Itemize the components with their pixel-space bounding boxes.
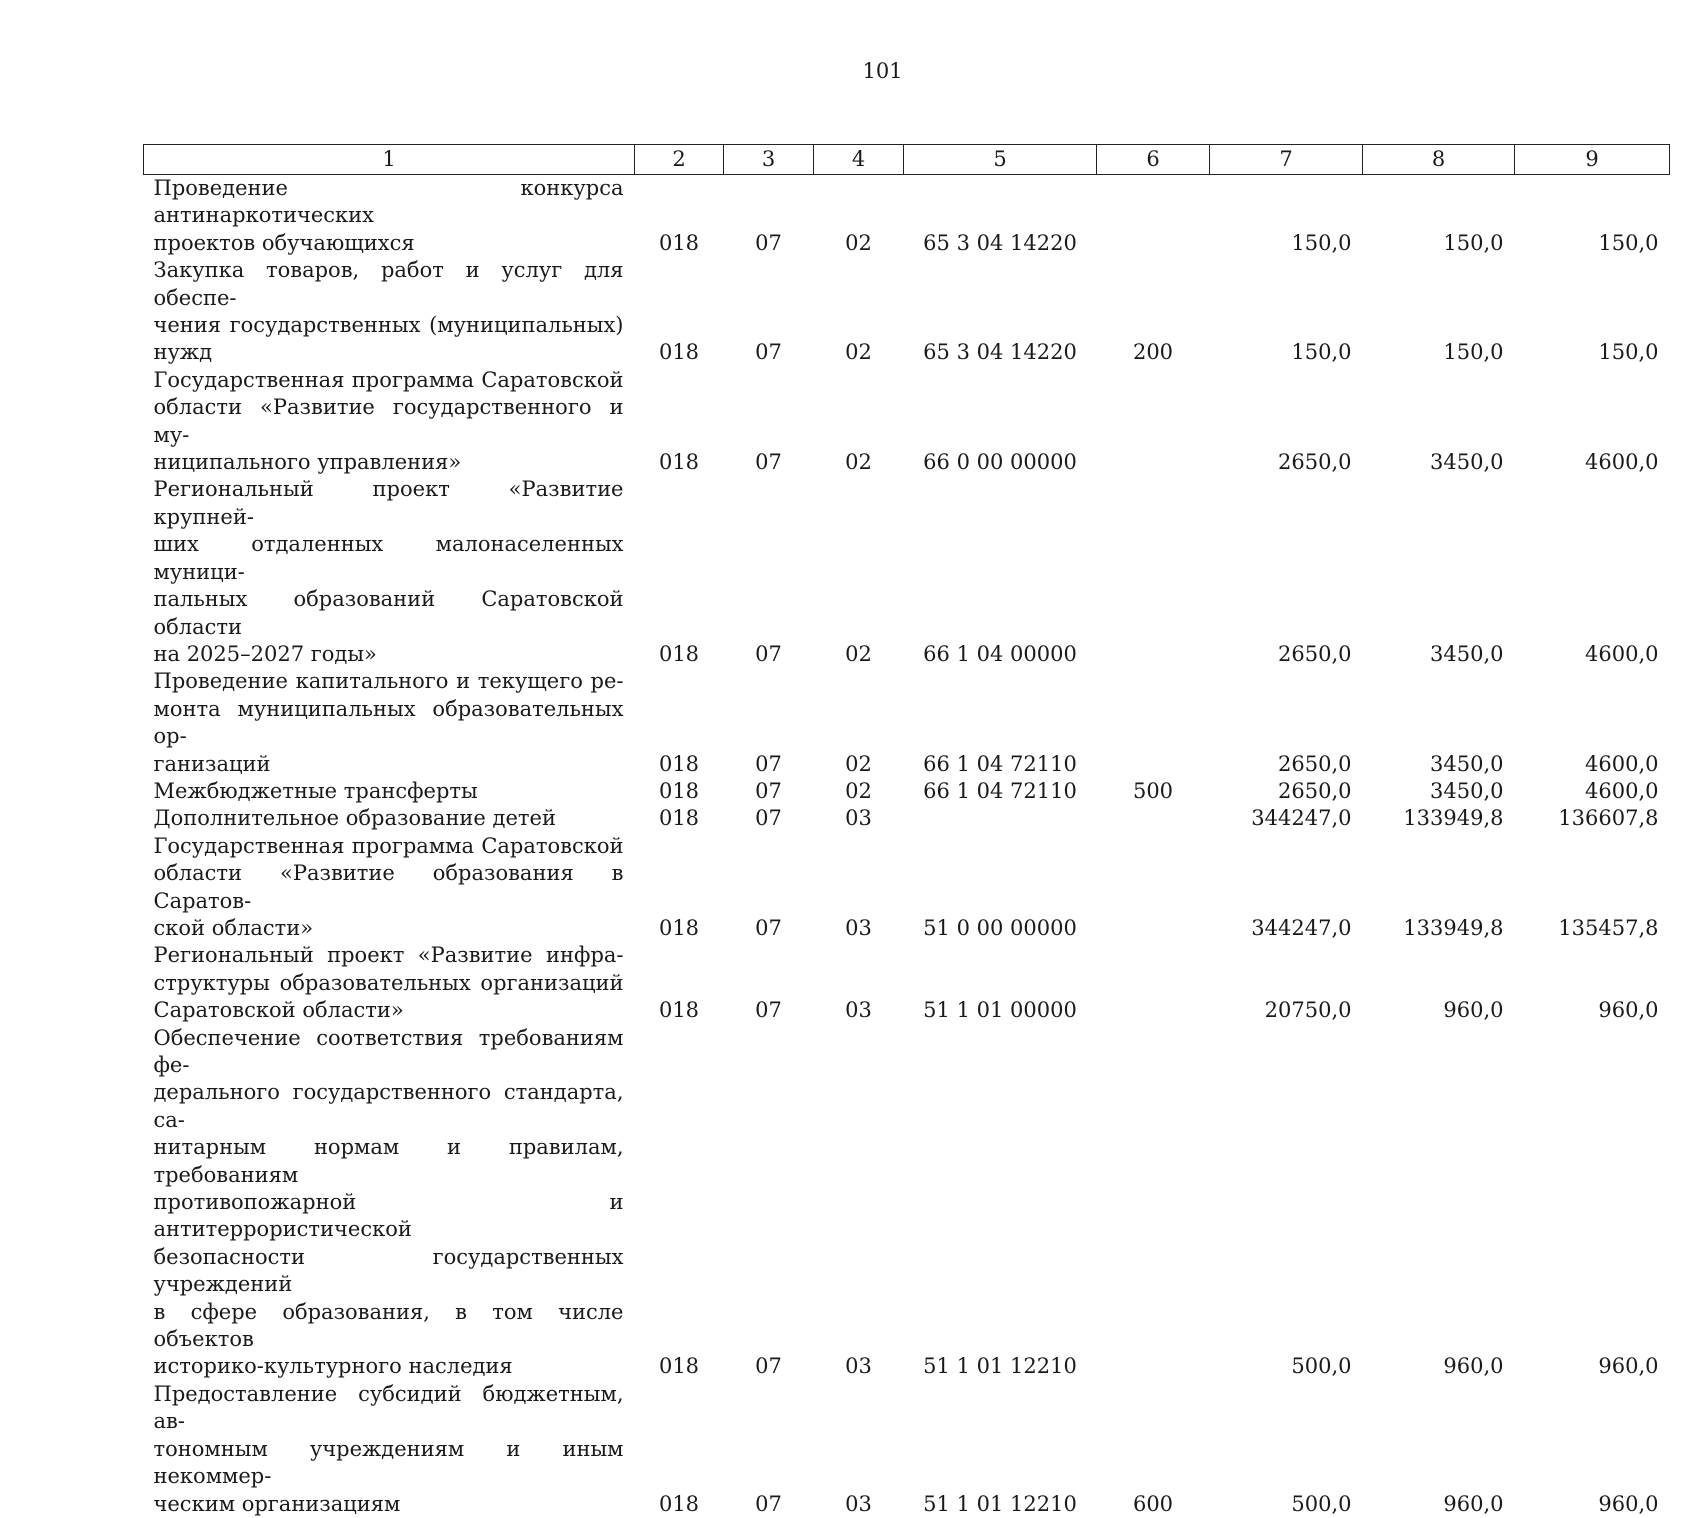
header-cell: 2 <box>635 145 724 175</box>
cell-amount-col9: 150,0 <box>1598 340 1659 365</box>
item-name-line: ших отдаленных малонаселенных муници- <box>153 532 624 584</box>
cell-section: 07 <box>755 1354 782 1379</box>
cell-section: 07 <box>755 450 782 475</box>
item-name-line: монта муниципальных образовательных ор- <box>153 696 624 749</box>
table-body <box>144 175 1670 1518</box>
cell-expense-type <box>1097 476 1210 668</box>
item-name-line: Саратовской области» <box>153 998 404 1023</box>
cell-target-article <box>904 805 1097 832</box>
cell-amount-col7: 344247,0 <box>1251 806 1352 831</box>
item-name-line: Межбюджетные трансферты <box>153 778 478 803</box>
cell-admin-code: 018 <box>658 340 700 365</box>
item-name-line: нужд <box>153 340 213 365</box>
cell-target-article: 51 1 01 12210 <box>923 1491 1077 1516</box>
cell-amount-col9: 960,0 <box>1598 1354 1659 1379</box>
cell-amount-col7: 20750,0 <box>1264 998 1352 1023</box>
cell-amount-col7: 150,0 <box>1291 230 1352 255</box>
item-name-line: Дополнительное образование детей <box>153 806 556 831</box>
cell-subsection: 02 <box>845 641 872 666</box>
cell-target-article: 65 3 04 14220 <box>923 230 1077 255</box>
table-row <box>144 476 1670 668</box>
cell-admin-code: 018 <box>658 1491 700 1516</box>
cell-admin-code: 018 <box>658 806 700 831</box>
table-row <box>144 668 1670 778</box>
cell-amount-col9: 960,0 <box>1598 998 1659 1023</box>
cell-expense-type <box>1097 942 1210 1024</box>
item-name-line: Обеспечение соответствия требованиям фе- <box>153 1025 624 1077</box>
item-name-line: тономным учреждениям и иным некоммер- <box>153 1436 624 1489</box>
cell-expense-type <box>1097 668 1210 778</box>
table-row <box>144 367 1670 477</box>
cell-item-name <box>144 942 635 1024</box>
cell-amount-col9: 4600,0 <box>1585 751 1659 776</box>
cell-amount-col7: 500,0 <box>1291 1354 1352 1379</box>
item-name-line: Закупка товаров, работ и услуг для обеспе- <box>153 258 624 310</box>
item-name-line: Региональный проект «Развитие инфра- <box>153 943 624 968</box>
item-name-line: области «Развитие образования в Саратов- <box>153 861 624 913</box>
cell-section: 07 <box>755 1491 782 1516</box>
cell-amount-col7: 150,0 <box>1291 340 1352 365</box>
cell-amount-col8: 133949,8 <box>1403 915 1504 940</box>
header-cell: 4 <box>814 145 904 175</box>
cell-section: 07 <box>755 915 782 940</box>
cell-amount-col8: 3450,0 <box>1430 450 1504 475</box>
cell-target-article: 66 1 04 72110 <box>923 778 1077 803</box>
cell-item-name <box>144 833 635 943</box>
item-name-line: ганизаций <box>153 751 271 776</box>
cell-section: 07 <box>755 778 782 803</box>
cell-expense-type: 200 <box>1132 340 1174 365</box>
cell-amount-col9: 4600,0 <box>1585 450 1659 475</box>
cell-amount-col7: 2650,0 <box>1278 641 1352 666</box>
cell-expense-type: 600 <box>1132 1491 1174 1516</box>
cell-admin-code: 018 <box>658 450 700 475</box>
cell-admin-code: 018 <box>658 778 700 803</box>
item-name-line: пальных образований Саратовской области <box>153 587 624 639</box>
cell-section: 07 <box>755 230 782 255</box>
cell-amount-col8: 960,0 <box>1443 998 1504 1023</box>
cell-admin-code: 018 <box>658 998 700 1023</box>
item-name-line: Проведение капитального и текущего ре- <box>153 669 624 694</box>
cell-item-name <box>144 257 635 367</box>
cell-amount-col8: 3450,0 <box>1430 778 1504 803</box>
cell-section: 07 <box>755 998 782 1023</box>
budget-table <box>143 144 1670 1518</box>
cell-item-name <box>144 175 635 258</box>
cell-subsection: 03 <box>845 915 872 940</box>
cell-target-article: 65 3 04 14220 <box>923 340 1077 365</box>
cell-item-name <box>144 1025 635 1381</box>
cell-item-name <box>144 367 635 477</box>
cell-amount-col7: 2650,0 <box>1278 778 1352 803</box>
item-name-line: нитарным нормам и правилам, требованиям <box>153 1135 624 1187</box>
cell-subsection: 03 <box>845 806 872 831</box>
header-cell: 8 <box>1363 145 1515 175</box>
cell-item-name <box>144 1381 635 1518</box>
cell-admin-code: 018 <box>658 1354 700 1379</box>
cell-target-article: 51 1 01 12210 <box>923 1354 1077 1379</box>
header-cell: 1 <box>144 145 635 175</box>
item-name-line: в сфере образования, в том числе объектов <box>153 1299 624 1352</box>
cell-target-article: 66 1 04 72110 <box>923 751 1077 776</box>
item-name-line: ческим организациям <box>153 1491 401 1516</box>
item-name-line: безопасности государственных учреждений <box>153 1244 624 1297</box>
cell-amount-col8: 960,0 <box>1443 1491 1504 1516</box>
header-row <box>144 145 1670 175</box>
item-name-line: на 2025–2027 годы» <box>153 641 377 666</box>
item-name-line: ской области» <box>153 915 314 940</box>
cell-amount-col8: 3450,0 <box>1430 641 1504 666</box>
cell-section: 07 <box>755 641 782 666</box>
table-row <box>144 257 1670 367</box>
cell-admin-code: 018 <box>658 230 700 255</box>
cell-amount-col7: 344247,0 <box>1251 915 1352 940</box>
cell-subsection: 03 <box>845 998 872 1023</box>
cell-subsection: 02 <box>845 751 872 776</box>
item-name-line: проектов обучающихся <box>153 230 415 255</box>
cell-subsection: 03 <box>845 1354 872 1379</box>
cell-target-article: 51 0 00 00000 <box>923 915 1077 940</box>
cell-section: 07 <box>755 806 782 831</box>
item-name-line: дерального государственного стандарта, са- <box>153 1080 624 1132</box>
cell-expense-type <box>1097 367 1210 477</box>
item-name-line: Государственная программа Саратовской <box>153 833 624 858</box>
cell-item-name <box>144 805 635 832</box>
cell-item-name <box>144 476 635 668</box>
table-row <box>144 805 1670 832</box>
cell-subsection: 02 <box>845 778 872 803</box>
cell-amount-col8: 150,0 <box>1443 340 1504 365</box>
item-name-line: Проведение конкурса антинаркотических <box>153 176 624 228</box>
table-row <box>144 942 1670 1024</box>
cell-expense-type <box>1097 805 1210 832</box>
cell-target-article: 66 0 00 00000 <box>923 450 1077 475</box>
item-name-line: ниципального управления» <box>153 450 462 475</box>
table-row <box>144 1381 1670 1518</box>
cell-amount-col7: 2650,0 <box>1278 450 1352 475</box>
cell-subsection: 02 <box>845 450 872 475</box>
cell-amount-col9: 150,0 <box>1598 230 1659 255</box>
cell-amount-col9: 135457,8 <box>1558 915 1659 940</box>
cell-subsection: 03 <box>845 1491 872 1516</box>
header-cell: 3 <box>724 145 814 175</box>
cell-amount-col9: 4600,0 <box>1585 641 1659 666</box>
cell-amount-col9: 960,0 <box>1598 1491 1659 1516</box>
cell-amount-col9: 136607,8 <box>1558 806 1659 831</box>
cell-target-article: 51 1 01 00000 <box>923 998 1077 1023</box>
header-cell: 7 <box>1210 145 1363 175</box>
cell-expense-type <box>1097 1025 1210 1381</box>
item-name-line: историко-культурного наследия <box>153 1354 513 1379</box>
cell-expense-type: 500 <box>1132 778 1174 803</box>
header-cell: 9 <box>1515 145 1670 175</box>
cell-admin-code: 018 <box>658 641 700 666</box>
cell-amount-col8: 960,0 <box>1443 1354 1504 1379</box>
table-row <box>144 833 1670 943</box>
table-row <box>144 1025 1670 1381</box>
header-cell: 6 <box>1097 145 1210 175</box>
cell-admin-code: 018 <box>658 915 700 940</box>
header-cell: 5 <box>904 145 1097 175</box>
cell-amount-col8: 133949,8 <box>1403 806 1504 831</box>
cell-item-name <box>144 668 635 778</box>
cell-section: 07 <box>755 751 782 776</box>
cell-amount-col7: 500,0 <box>1291 1491 1352 1516</box>
cell-admin-code: 018 <box>658 751 700 776</box>
cell-subsection: 02 <box>845 230 872 255</box>
cell-amount-col9: 4600,0 <box>1585 778 1659 803</box>
table-row <box>144 175 1670 258</box>
item-name-line: противопожарной и антитеррористической <box>153 1190 624 1242</box>
cell-item-name <box>144 778 635 805</box>
item-name-line: структуры образовательных организаций <box>153 970 624 995</box>
cell-subsection: 02 <box>845 340 872 365</box>
cell-amount-col8: 3450,0 <box>1430 751 1504 776</box>
cell-target-article: 66 1 04 00000 <box>923 641 1077 666</box>
cell-expense-type <box>1097 833 1210 943</box>
cell-expense-type <box>1097 175 1210 258</box>
item-name-line: Региональный проект «Развитие крупней- <box>153 477 624 529</box>
cell-amount-col8: 150,0 <box>1443 230 1504 255</box>
cell-amount-col7: 2650,0 <box>1278 751 1352 776</box>
item-name-line: Предоставление субсидий бюджетным, ав- <box>153 1381 624 1434</box>
cell-section: 07 <box>755 340 782 365</box>
item-name-line: чения государственных (муниципальных) <box>153 313 624 338</box>
table-row <box>144 778 1670 805</box>
item-name-line: Государственная программа Саратовской <box>153 367 624 392</box>
page-number: 101 <box>862 59 903 83</box>
item-name-line: области «Развитие государственного и му- <box>153 395 624 447</box>
